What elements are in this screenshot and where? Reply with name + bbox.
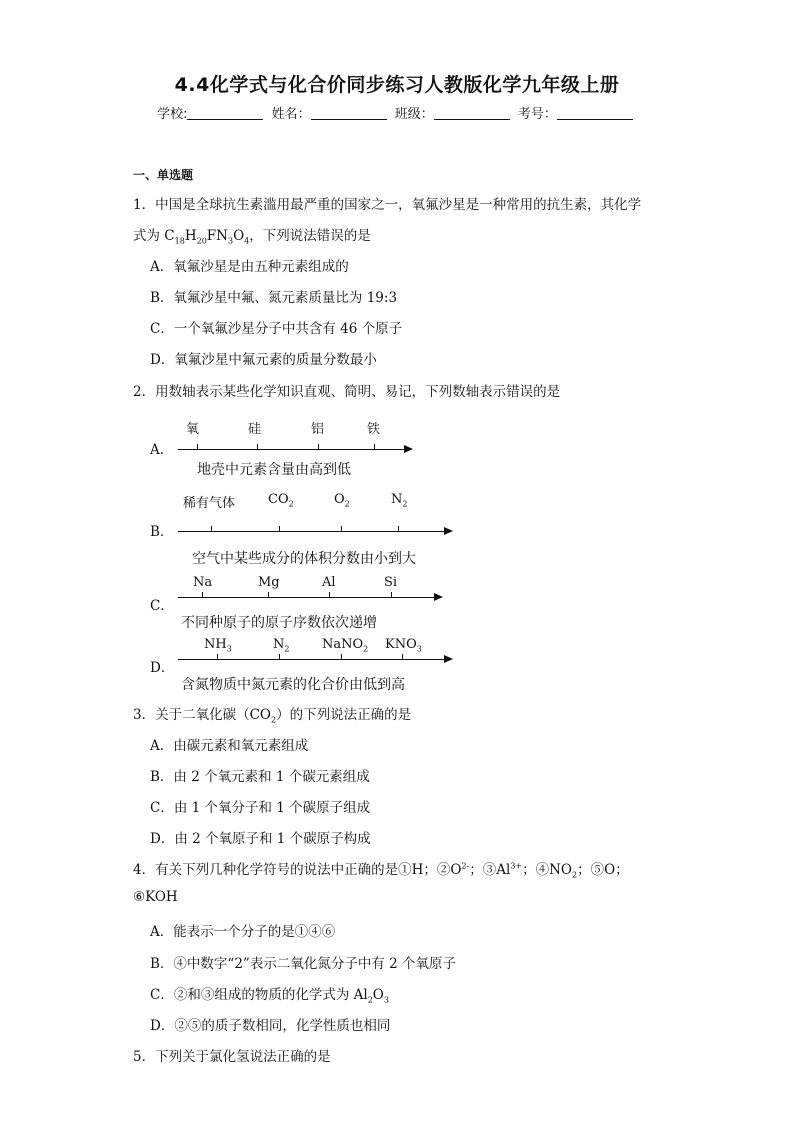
q2-d-label-3: NaNO$_2$	[322, 637, 369, 654]
q1-stem-line2	[133, 224, 371, 246]
q2-option-c-letter[interactable]: C．	[150, 598, 174, 614]
class-blank[interactable]	[434, 119, 510, 120]
q4-option-b[interactable]: B．④中数字“2”表示二氧化氮分子中有 2 个氧原子	[150, 956, 456, 972]
q2-a-label-3: 铝	[311, 422, 325, 437]
number-label: 考号：	[517, 107, 557, 122]
q1-stem-post: ，下列说法错误的是	[249, 228, 371, 244]
page-title: 4.4化学式与化合价同步练习人教版化学九年级上册	[174, 74, 620, 96]
q2-c-label-1: Na	[193, 575, 213, 590]
q2-option-a-letter[interactable]: A．	[150, 442, 174, 458]
q3-formula: $CO_2$	[249, 707, 277, 725]
q4-symbol-4: $④NO_2$；	[535, 862, 591, 880]
q4-option-d[interactable]: D．②⑤的质子数相同，化学性质也相同	[150, 1018, 391, 1034]
q2-a-label-4: 铁	[367, 422, 381, 437]
q1-option-a[interactable]: A．氧氟沙星是由五种元素组成的	[150, 259, 349, 275]
q2-d-tick	[341, 654, 342, 659]
q2-c-tick	[268, 592, 269, 597]
q2-d-arrow	[444, 655, 453, 663]
q2-a-tick	[257, 444, 258, 449]
name-label: 姓名：	[271, 107, 311, 122]
name-blank[interactable]	[311, 119, 387, 120]
q2-b-label-2: $CO_2$	[268, 492, 294, 509]
q2-option-d-letter[interactable]: D．	[150, 660, 175, 676]
q2-c-tick	[329, 592, 330, 597]
q2-c-caption: 不同种原子的原子序数依次递增	[181, 615, 377, 631]
q2-c-arrow	[434, 593, 443, 601]
q3-stem-pre: 3．关于二氧化碳（	[133, 707, 250, 723]
q4-stem-line2: ⑥KOH	[133, 889, 178, 905]
q2-b-axis	[178, 531, 446, 532]
q4-stem-pre: 4．有关下列几种化学符号的说法中正确的是	[133, 862, 399, 878]
q4-option-a[interactable]: A．能表示一个分子的是①④⑥	[150, 924, 336, 940]
q5-stem: 5．下列关于氯化氢说法正确的是	[133, 1049, 331, 1065]
q2-b-tick	[279, 526, 280, 531]
q2-a-caption: 地壳中元素含量由高到低	[197, 462, 351, 478]
q2-a-label-1: 氧	[186, 422, 200, 437]
q3-option-d[interactable]: D．由 2 个氧原子和 1 个碳原子构成	[150, 831, 371, 847]
q2-d-label-2: $N_2$	[273, 637, 290, 654]
q2-b-label-3: $O_2$	[334, 492, 350, 509]
q2-c-label-3: Al	[322, 575, 336, 590]
q1-stem-line1: 1．中国是全球抗生素滥用最严重的国家之一，氧氟沙星是一种常用的抗生素，其化学	[133, 197, 642, 213]
q1-option-b[interactable]: B．氧氟沙星中氟、氮元素质量比为 19:3	[150, 290, 398, 306]
q2-d-label-1: $NH_3$	[204, 637, 232, 654]
q2-d-tick	[402, 654, 403, 659]
q2-b-arrow	[444, 527, 453, 535]
q3-option-b[interactable]: B．由 2 个氧元素和 1 个碳元素组成	[150, 769, 370, 785]
q1-option-d[interactable]: D．氧氟沙星中氟元素的质量分数最小	[150, 352, 377, 368]
q2-c-tick	[391, 592, 392, 597]
q4-symbol-3: $③Al^{3+}$；	[482, 861, 536, 878]
q2-a-tick	[374, 444, 375, 449]
q4-symbol-5: ⑤O；	[590, 862, 629, 878]
q2-b-tick	[398, 526, 399, 531]
q2-d-axis	[178, 659, 446, 660]
q2-d-tick	[279, 654, 280, 659]
q2-stem: 2．用数轴表示某些化学知识直观、简明、易记，下列数轴表示错误的是	[133, 384, 561, 400]
q2-c-axis	[178, 597, 436, 598]
q2-a-tick	[197, 444, 198, 449]
q4-symbol-1: ①H；	[398, 862, 437, 878]
q3-stem-post: ）的下列说法正确的是	[276, 707, 412, 723]
q2-d-caption: 含氮物质中氮元素的化合价由低到高	[181, 677, 405, 693]
q1-stem-pre: 式为	[133, 228, 165, 244]
q2-c-label-4: Si	[384, 575, 398, 590]
number-blank[interactable]	[557, 119, 633, 120]
q1-option-c[interactable]: C．一个氧氟沙星分子中共含有 46 个原子	[150, 321, 403, 337]
q2-c-tick	[202, 592, 203, 597]
class-label: 班级：	[394, 107, 434, 122]
q2-c-label-2: Mg	[258, 575, 280, 590]
q2-b-label-4: $N_2$	[391, 492, 408, 509]
school-blank[interactable]	[187, 119, 263, 120]
q4-symbol-2: $②O^{2-}$；	[436, 861, 483, 878]
q4-option-c[interactable]: C．②和③组成的物质的化学式为 $Al_2O_3$	[150, 987, 389, 1005]
q4-stem-line1	[133, 858, 629, 880]
q2-d-tick	[217, 654, 218, 659]
student-info-line	[0, 103, 794, 122]
q2-a-arrow	[404, 445, 413, 453]
q2-b-tick	[341, 526, 342, 531]
q3-option-c[interactable]: C．由 1 个氧分子和 1 个碳原子组成	[150, 800, 371, 816]
q2-d-label-4: $KNO_3$	[385, 637, 422, 654]
q3-stem	[133, 703, 411, 725]
q2-b-label-1: 稀有气体	[183, 496, 236, 511]
q3-option-a[interactable]: A．由碳元素和氧元素组成	[150, 738, 309, 754]
q2-b-tick	[211, 526, 212, 531]
q1-formula: $C_{18}H_{20}FN_3O_4$	[164, 228, 250, 246]
q2-a-axis	[178, 449, 406, 450]
section-heading: 一、单选题	[133, 168, 194, 182]
q2-b-caption: 空气中某些成分的体积分数由小到大	[192, 551, 416, 567]
q2-option-b-letter[interactable]: B．	[150, 524, 174, 540]
q2-a-tick	[318, 444, 319, 449]
q2-a-label-2: 硅	[248, 422, 262, 437]
school-label: 学校:	[157, 107, 188, 122]
